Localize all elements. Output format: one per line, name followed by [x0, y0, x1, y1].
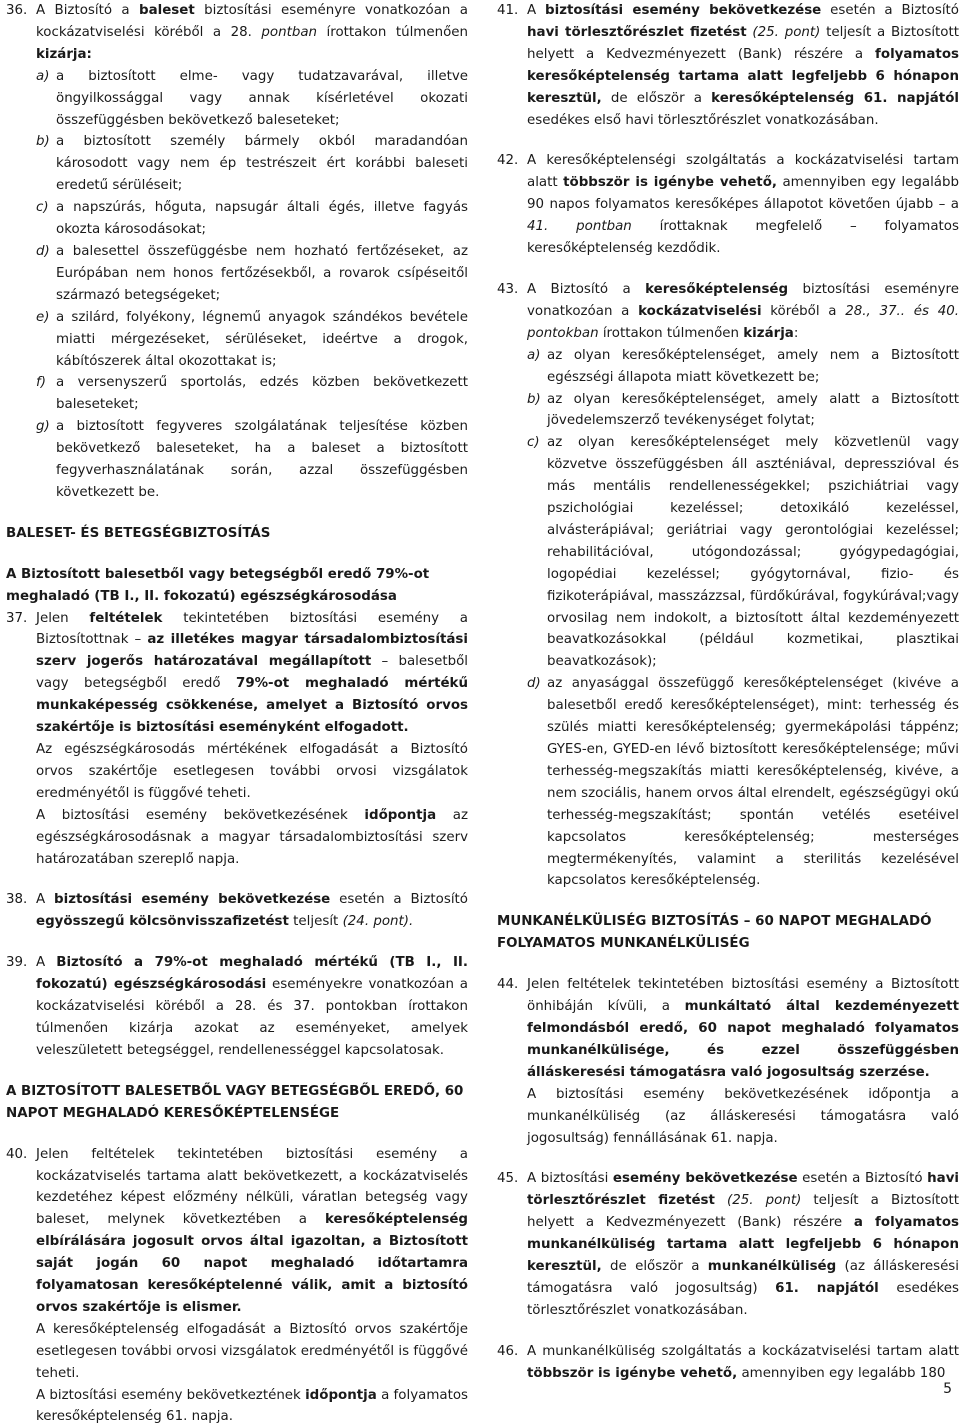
clause-paragraph: A biztosítási esemény bekövetkeztének időpontja a folyamatos keresőképtelenség 61. napja. [36, 1387, 468, 1425]
clause-number: 39. [6, 955, 28, 971]
clause-paragraph: Jelen feltételek tekintetében biztosítási esemény a Biztosítottnak – az illetékes magyar társadalombiztosítási szerv jogerős határozatával megállapított – balesetből vagy betegségből eredő 79%-ot meghaladó mértékű munkaképesség csökkenése, amelyet a Biztosító orvos szakértője is biztosítási eseményként elfogadott. [36, 610, 468, 736]
exclusion-label: e) [36, 309, 50, 325]
exclusion-label: f) [36, 375, 46, 391]
subsection-heading-79-percent: A Biztosított balesetből vagy betegségből eredő 79%-ot meghaladó (TB I., II. fokozatú) egészségkárosodása [6, 566, 430, 604]
clause-number: 43. [497, 281, 519, 297]
exclusion-label: a) [36, 68, 50, 84]
exclusion-text: a biztosított személy bármely okból maradandóan károsodott vagy nem ép testrészeit ért korábbi baleseti eredetű sérüléseit; [56, 134, 468, 194]
clause-paragraph: A biztosítási esemény bekövetkezésének időpontja az egészségkárosodásnak a magyar társadalombiztosítási szerv határozatában szereplő napja. [36, 807, 468, 867]
section-heading-unemployment: MUNKANÉLKÜLISÉG BIZTOSÍTÁS – 60 NAPOT MEGHALADÓ FOLYAMATOS MUNKANÉLKÜLISÉG [497, 914, 932, 952]
exclusion-item [527, 389, 959, 433]
exclusion-text: az anyasággal összefüggő keresőképtelenséget (kivéve a balesetből eredő keresőképtelenséget), mint: terhesség és szülés miatti keresőképtelenség; gyermekápolási táppénz; GYES-en, GYED-en lévő biztosított keresőképtelensége; művi terhesség-megszakítás miatti keresőképtelenség, kivéve, a nem szociális, hanem orvos által elrendelt, egészségügyi okú terhesség-megszakítást; spontán vetélés esetéivel kapcsolatos keresőképtelenség; mesterséges megtermékenyítés, valamint a sterilitás kezelésével kapcsolatos keresőképtelenség. [547, 676, 959, 889]
exclusion-item [36, 197, 468, 241]
exclusion-item [36, 416, 468, 504]
clause-paragraph: A biztosítási esemény bekövetkezése esetén a Biztosító havi törlesztőrészlet fizetést (25. pont) teljesít a Biztosított helyett a Kedvezményezett (Bank) részére a folyamatos munkanélküliség tartama alatt legfeljebb 6 hónapon keresztül, de először a munkanélküliség (az álláskeresési támogatásra való jogosultság) 61. napjától esedékes törlesztőrészlet vonatkozásában. [527, 1171, 960, 1318]
exclusion-label: b) [36, 134, 50, 150]
right-column [497, 0, 959, 1385]
exclusion-label: b) [527, 391, 541, 407]
clause-42 [497, 150, 959, 260]
exclusion-label: g) [36, 419, 50, 435]
clause-paragraph: Jelen feltételek tekintetében biztosítási esemény a Biztosított önhibáján kívüli, a munkáltató által kezdeményezett felmondásból eredő, 60 napot meghaladó folyamatos munkanélkülisége, és ezzel összefüggésben álláskeresési támogatásra való jogosultság szerzése. [527, 977, 959, 1080]
exclusion-text: a versenyszerű sportolás, edzés közben bekövetkezett baleseteket; [56, 375, 468, 413]
clause-paragraph: A munkanélküliség szolgáltatás a kockázatviselési tartam alatt többször is igénybe vehető, amennyiben egy legalább 180 [527, 1343, 959, 1381]
exclusion-list [36, 66, 468, 504]
exclusion-text: az olyan keresőképtelenséget mely közvetlenül vagy közvetve összefüggésben áll aszténiával, depresszióval és más mentális rendellenességekkel; pszichiátriai vagy pszichológiai kezeléssel; detoxikáló kezeléssel, alvásterápiával; geriátriai vagy gerontológiai kezeléssel; rehabilitációval, utógondozással; gyógypedagógiai, logopédiai kezeléssel; gyógytornával, fizio- és fizikoterápiával, masszázzsal, fürdőkúrával, fogykúrával;vagy orvosilag nem indokolt, a biztosított által kezdeményezett beavatkozásokkal (például kozmetikai, plasztikai beavatkozások); [547, 435, 959, 670]
page-number: 5 [943, 1381, 952, 1397]
clause-number: 38. [6, 892, 28, 908]
exclusion-item [527, 345, 959, 389]
clause-number: 40. [6, 1146, 28, 1162]
clause-46 [497, 1341, 959, 1385]
exclusion-list [527, 345, 959, 893]
section-heading-incapacity: A BIZTOSÍTOTT BALESETBŐL VAGY BETEGSÉGBŐL EREDŐ, 60 NAPOT MEGHALADÓ KERESŐKÉPTELENSÉGE [6, 1083, 464, 1121]
exclusion-text: az olyan keresőképtelenséget, amely alatt a Biztosított jövedelemszerző tevékenységet folytat; [547, 391, 959, 429]
exclusion-label: d) [36, 243, 50, 259]
clause-number: 41. [497, 3, 519, 18]
clause-38 [6, 889, 468, 933]
clause-paragraph: A biztosítási esemény bekövetkezése esetén a Biztosító havi törlesztőrészlet fizetést (25. pont) teljesít a Biztosított helyett a Kedvezményezett (Bank) részére a folyamatos keresőképtelenség tartama alatt legfeljebb 6 hónapon keresztül, de először a keresőképtelenség 61. napjától esedékes első havi törlesztőrészlet vonatkozásában. [527, 3, 959, 128]
exclusion-item [36, 241, 468, 307]
clause-number: 42. [497, 153, 519, 169]
clause-paragraph: A keresőképtelenség elfogadását a Biztosító orvos szakértője esetlegesen további orvosi vizsgálatok eredményétől is függővé teheti. [36, 1321, 468, 1381]
clause-45 [497, 1168, 959, 1321]
exclusion-text: a biztosított elme- vagy tudatzavarával, illetve öngyilkossággal vagy annak kísérletével okozati összefüggésben bekövetkező baleseteket; [56, 68, 468, 128]
exclusion-label: c) [36, 200, 49, 216]
exclusion-text: a napszúrás, hőguta, napsugár általi égés, illetve fagyás okozta károsodásokat; [56, 200, 468, 238]
exclusion-item [36, 66, 468, 132]
exclusion-label: c) [527, 435, 540, 451]
clause-number: 36. [6, 3, 28, 18]
clause-number: 44. [497, 977, 519, 993]
exclusion-item [36, 307, 468, 373]
exclusion-item [36, 131, 468, 197]
left-column [6, 0, 468, 1428]
clause-number: 46. [497, 1343, 519, 1359]
clause-paragraph: Jelen feltételek tekintetében biztosítási esemény a kockázatviselés tartama alatt bekövetkezett, a kockázatviselés kezdetéhez képest előzmény nélküli, váratlan betegség vagy baleset, melynek következtében a keresőképtelenség elbírálására jogosult orvos által igazoltan, a Biztosított saját jogán 60 napot meghaladó időtartamra folyamatosan keresőképtelenné válik, amit a biztosító orvos szakértője is elismer. [36, 1146, 468, 1315]
clause-43 [497, 279, 959, 892]
clause-36 [6, 0, 468, 504]
exclusion-label: a) [527, 347, 541, 363]
clause-number: 37. [6, 610, 28, 626]
clause-39 [6, 952, 468, 1062]
clause-paragraph: A keresőképtelenségi szolgáltatás a kockázatviselési tartam alatt többször is igénybe vehető, amennyiben egy legalább 90 napos folyamatos keresőképes állapotot követően újabb – a 41. pontban írottaknak megfelelő – folyamatos keresőképtelenség kezdődik. [527, 153, 960, 257]
clause-37 [6, 608, 468, 871]
exclusion-text: a balesettel összefüggésbe nem hozható fertőzéseket, az Európában nem honos fertőzésekből, a rovarok csípéseitől származó betegségeket; [56, 243, 468, 303]
clause-intro: A Biztosító a keresőképtelenség biztosítási eseményre vonatkozóan a kockázatviselési köréből a 28., 37.. és 40. pontokban írottakon túlmenően kizárja: [527, 281, 960, 341]
clause-paragraph: A biztosítási esemény bekövetkezésének időpontja a munkanélküliség (az álláskeresési támogatásra való jogosultság) fennállásának 61. napja. [527, 1086, 959, 1146]
exclusion-text: az olyan keresőképtelenséget, amely nem a Biztosított egészségi állapota miatt következett be; [547, 347, 959, 385]
exclusion-item [36, 372, 468, 416]
clause-40 [6, 1144, 468, 1428]
section-heading-accident-illness: BALESET- ÉS BETEGSÉGBIZTOSÍTÁS [6, 525, 271, 541]
exclusion-text: a biztosított fegyveres szolgálatának teljesítése közben bekövetkező baleseteket, ha a baleset a biztosított fegyverhasználatának során, azzal összefüggésben következett be. [56, 419, 468, 500]
clause-paragraph: A biztosítási esemény bekövetkezése esetén a Biztosító egyösszegű kölcsönvisszafizetést teljesít (24. pont). [36, 892, 468, 930]
clause-paragraph: Az egészségkárosodás mértékének elfogadását a Biztosító orvos szakértője esetlegesen további orvosi vizsgálatok eredményétől is függővé teheti. [36, 742, 468, 801]
exclusion-text: a szilárd, folyékony, légnemű anyagok szándékos bevétele miatti mérgezéseket, sérüléseket, ideértve a drogok, kábítószerek által okozottakat is; [56, 309, 468, 369]
exclusion-item [527, 432, 959, 673]
exclusion-item [527, 673, 959, 892]
clause-intro: A Biztosító a baleset biztosítási eseményre vonatkozóan a kockázatviselési köréből a 28. pontban írottakon túlmenően kizárja: [36, 3, 468, 62]
clause-41 [497, 0, 959, 131]
clause-44 [497, 974, 959, 1149]
clause-number: 45. [497, 1171, 519, 1187]
clause-paragraph: A Biztosító a 79%-ot meghaladó mértékű (TB I., II. fokozatú) egészségkárosodási eseményekre vonatkozóan a kockázatviselési köréből a 28. és 37. pontokban írottakon túlmenően kizárja azokat az eseményeket, amelyek veleszületett betegséggel, rendellenességgel kapcsolatosak. [36, 955, 468, 1058]
exclusion-label: d) [527, 676, 541, 692]
